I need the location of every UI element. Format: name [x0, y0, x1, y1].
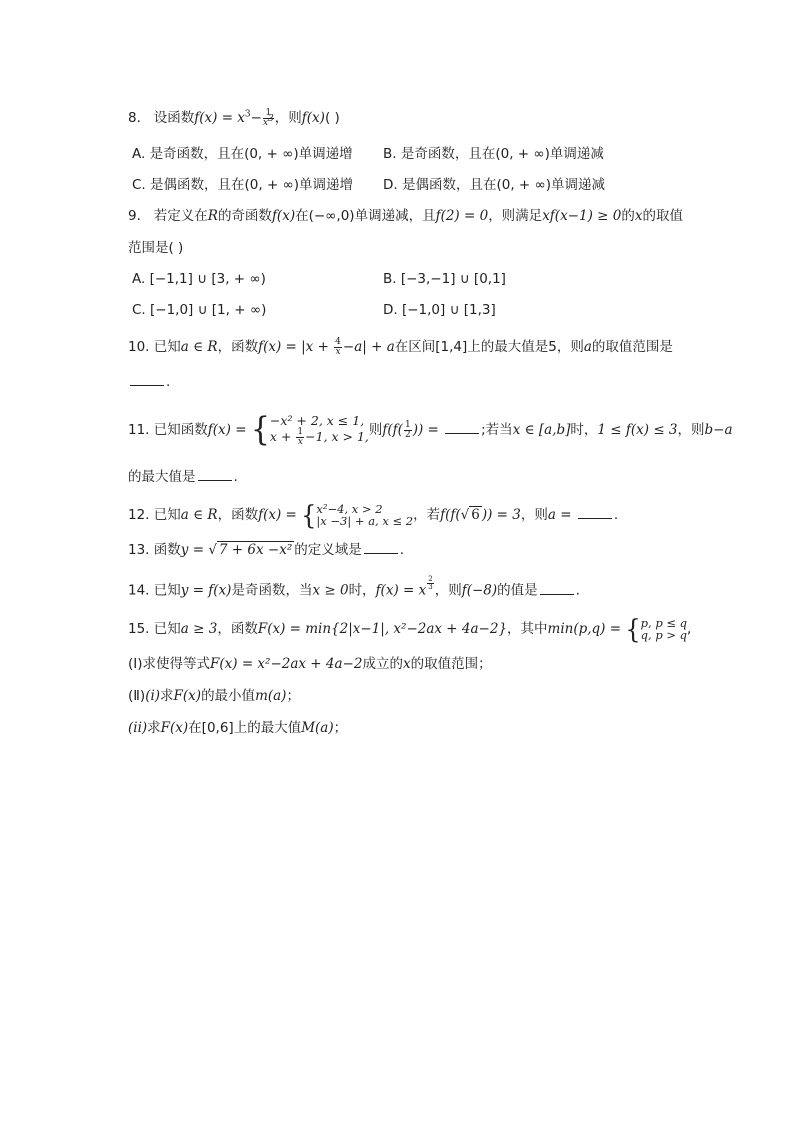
q9-option-a: A. [−1,1] ∪ [3, + ∞) — [132, 271, 266, 287]
question-15-part-2: (Ⅱ)(i)求F(x)的最小值m(a)； — [128, 688, 300, 704]
answer-blank[interactable] — [540, 581, 574, 595]
piecewise-cases: −x² + 2, x ≤ 1, x + $\frac{1}{x}$ −1, x > 1, — [269, 412, 369, 447]
question-number: 11. — [128, 422, 150, 438]
question-number: 8. — [128, 110, 141, 126]
question-15-part-1: (Ⅰ)求使得等式F(x) = x²−2ax + 4a−2成立的x的取值范围； — [128, 656, 492, 672]
q9-option-c: C. [−1,0] ∪ [1, + ∞) — [132, 302, 267, 318]
answer-blank[interactable] — [578, 505, 612, 519]
question-9-cont: 范围是( ) — [128, 240, 184, 256]
question-8: 8. 设函数$f(x) = x^3-$ $\frac{1}{x^3}$ ，则f(x)( ) — [128, 107, 340, 128]
question-number: 13. — [128, 542, 150, 558]
q9-option-d: D. [−1,0] ∪ [1,3] — [383, 302, 496, 318]
question-15: 15. 已知a ≥ 3，函数F(x) = min{2|x−1|, x²−2ax + 4a−2}，其中min(p,q) = { p, p ≤ q q, p > q , — [128, 613, 692, 645]
question-14: 14. 已知y = f(x)是奇函数，当x ≥ 0时，f(x) = x $\frac{2}{3}$ ，则f(−8)的值是 . — [128, 575, 580, 599]
q8-option-c: C. 是偶函数，且在(0, + ∞)单调递增 — [132, 177, 354, 193]
piecewise-cases: x²−4, x > 2 |x −3| + a, x ≤ 2 — [316, 502, 414, 528]
question-12: 12. 已知a ∈ R，函数f(x) = { x²−4, x > 2 |x −3| + a, x ≤ 2 ，若f(f(√ 6 )) = 3，则a = . — [128, 499, 619, 531]
q8-option-b: B. 是奇函数，且在(0, + ∞)单调递减 — [383, 146, 604, 162]
answer-blank[interactable] — [445, 420, 479, 434]
question-11: 11. 已知函数f(x) = { −x² + 2, x ≤ 1, x + $\frac{1}{x}$ −1, x > 1, 则f(f( $\frac{1}{2}$ )) = ;若当x ∈ [a,b]时，1 ≤ f(x) ≤ 3，则b−a — [128, 410, 733, 449]
question-number: 14. — [128, 582, 150, 599]
answer-blank[interactable] — [364, 540, 398, 554]
question-13: 13. 函数y = √ 7 + 6x −x² 的定义域是 . — [128, 542, 405, 558]
piecewise-cases: p, p ≤ q q, p > q — [640, 616, 687, 642]
question-10-cont: . — [128, 372, 170, 392]
question-15-part-3: (ii)求F(x)在[0,6]上的最大值M(a)； — [128, 720, 348, 736]
question-9: 9. 若定义在R的奇函数f(x)在(−∞,0)单调递减，且f(2) = 0，则满足xf(x−1) ≥ 0的x的取值 — [128, 208, 683, 224]
question-number: 15. — [128, 621, 150, 637]
fraction: $\frac{4}{x}$ — [335, 336, 341, 357]
q9-option-b: B. [−3,−1] ∪ [0,1] — [383, 271, 506, 287]
question-11-cont: 的最大值是 . — [128, 469, 238, 485]
question-number: 10. — [128, 339, 150, 355]
question-number: 12. — [128, 507, 150, 523]
answer-blank[interactable] — [198, 467, 232, 481]
fraction: $\frac{1}{x^3}$ — [262, 107, 274, 128]
question-10: 10. 已知a ∈ R，函数f(x) = |x + $\frac{4}{x}$ −a| + a在区间[1,4]上的最大值是5，则a的取值范围是 — [128, 336, 673, 357]
answer-blank[interactable] — [130, 372, 164, 386]
q8-option-a: A. 是奇函数，且在(0, + ∞)单调递增 — [132, 146, 353, 162]
question-number: 9. — [128, 208, 141, 224]
q8-option-d: D. 是偶函数，且在(0, + ∞)单调递减 — [383, 177, 606, 193]
